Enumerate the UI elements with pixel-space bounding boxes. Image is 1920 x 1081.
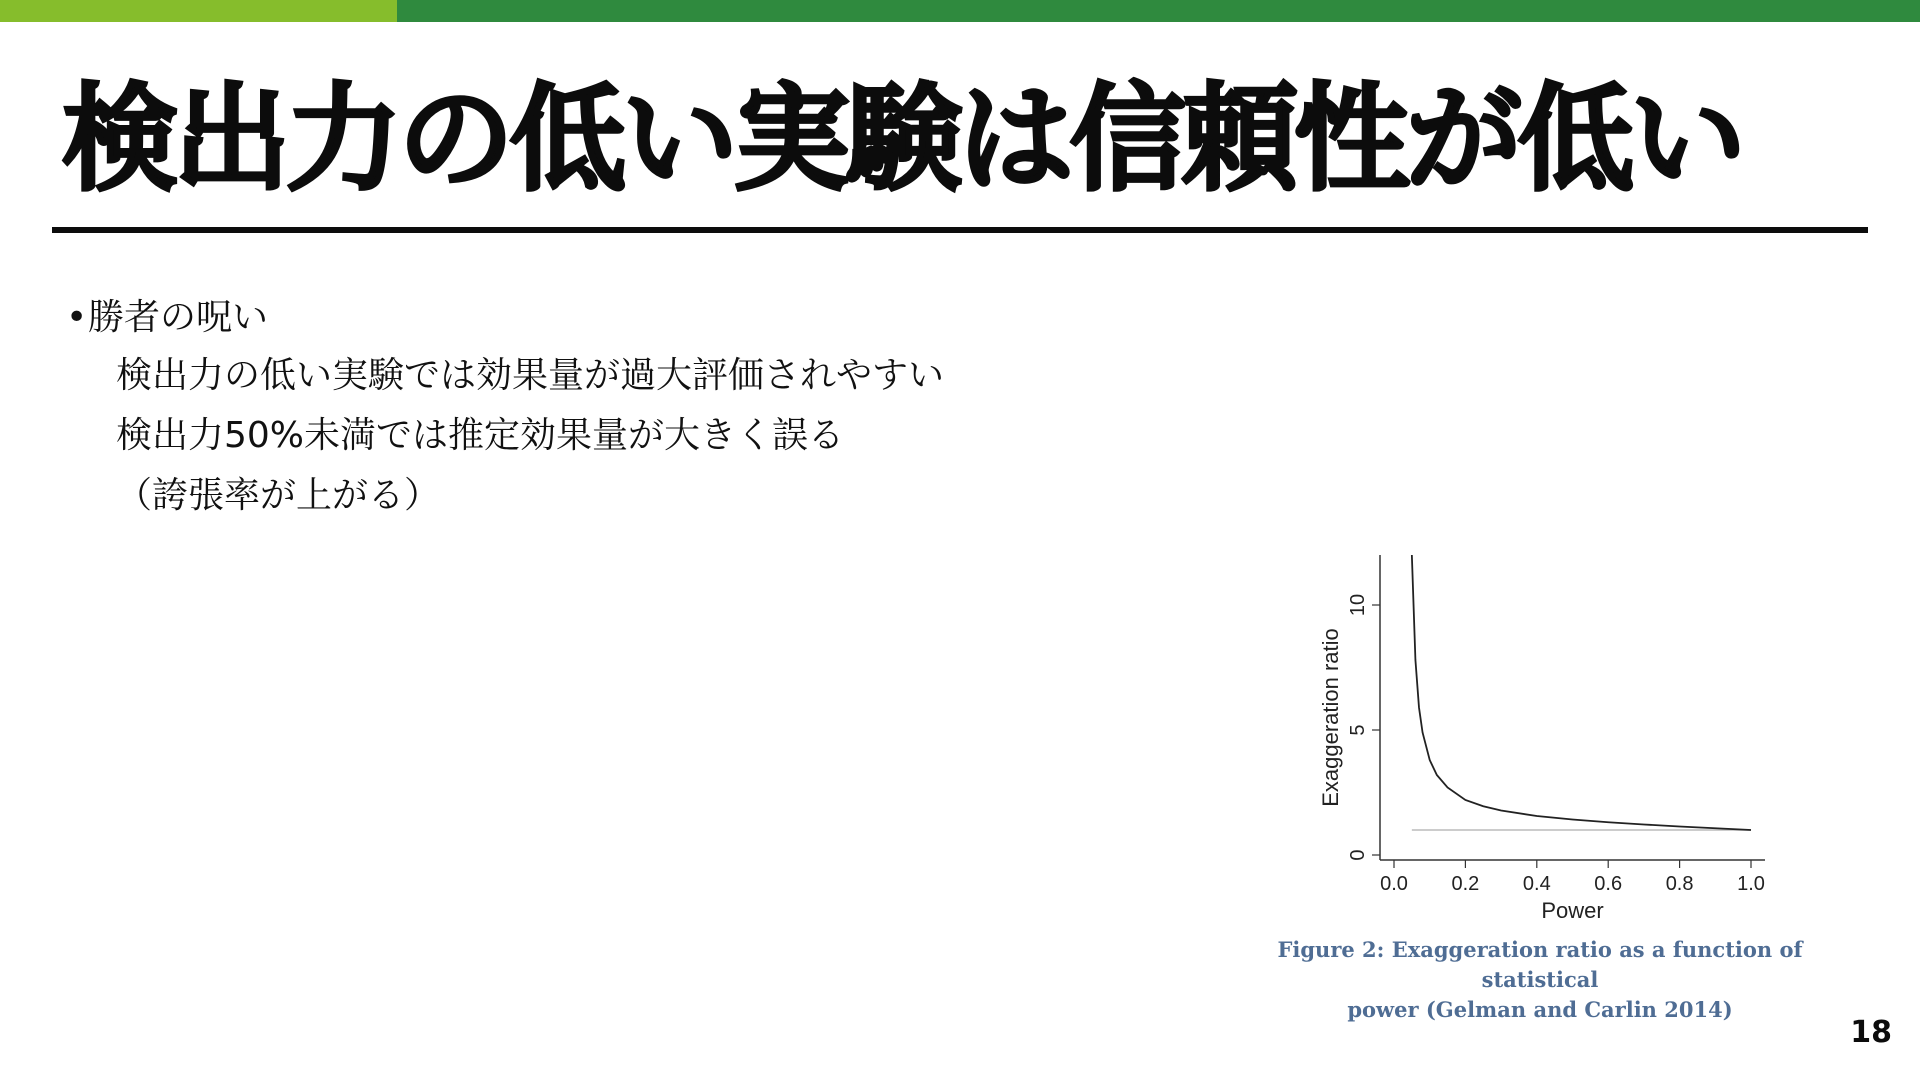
bullet-heading <box>66 290 1166 346</box>
bullet-heading-text: 勝者の呪い <box>88 297 269 338</box>
top-bar-light-segment <box>0 0 397 22</box>
y-tick-label: 0 <box>1347 849 1369 861</box>
caption-line-2: power (Gelman and Carlin 2014) <box>1347 997 1733 1022</box>
x-tick-label: 0.2 <box>1451 873 1480 895</box>
bullet-line-3: （誇張率が上がる） <box>116 475 441 516</box>
slide-title: 検出力の低い実験は信頼性が低い <box>62 72 1742 207</box>
bullet-line-2: 検出力50%未満では推定効果量が大きく誤る <box>116 415 845 456</box>
top-bar-dark-segment <box>397 0 1920 22</box>
x-axis-label: Power <box>1541 898 1604 923</box>
exaggeration-chart <box>1240 530 1880 930</box>
x-tick-label: 0.0 <box>1380 873 1408 895</box>
x-tick-label: 1.0 <box>1737 873 1765 895</box>
y-tick-label: 10 <box>1347 593 1369 617</box>
page-number: 18 <box>1850 1015 1892 1050</box>
bullet-line-1: 検出力の低い実験では効果量が過大評価されやすい <box>116 355 945 396</box>
x-tick-label: 0.6 <box>1594 873 1623 895</box>
figure-caption <box>1240 935 1840 1025</box>
y-axis-label: Exaggeration ratio <box>1318 628 1343 807</box>
top-accent-bar <box>0 0 1920 22</box>
bullet-marker: • <box>66 297 88 338</box>
exaggeration-figure <box>1240 530 1880 1022</box>
title-underline <box>52 227 1868 233</box>
bullet-list <box>66 290 1166 526</box>
y-tick-label: 5 <box>1347 724 1369 736</box>
x-tick-label: 0.4 <box>1522 873 1551 895</box>
series-line <box>1412 555 1751 830</box>
caption-line-1: Figure 2: Exaggeration ratio as a function of statistical <box>1277 937 1803 992</box>
x-tick-label: 0.8 <box>1665 873 1694 895</box>
